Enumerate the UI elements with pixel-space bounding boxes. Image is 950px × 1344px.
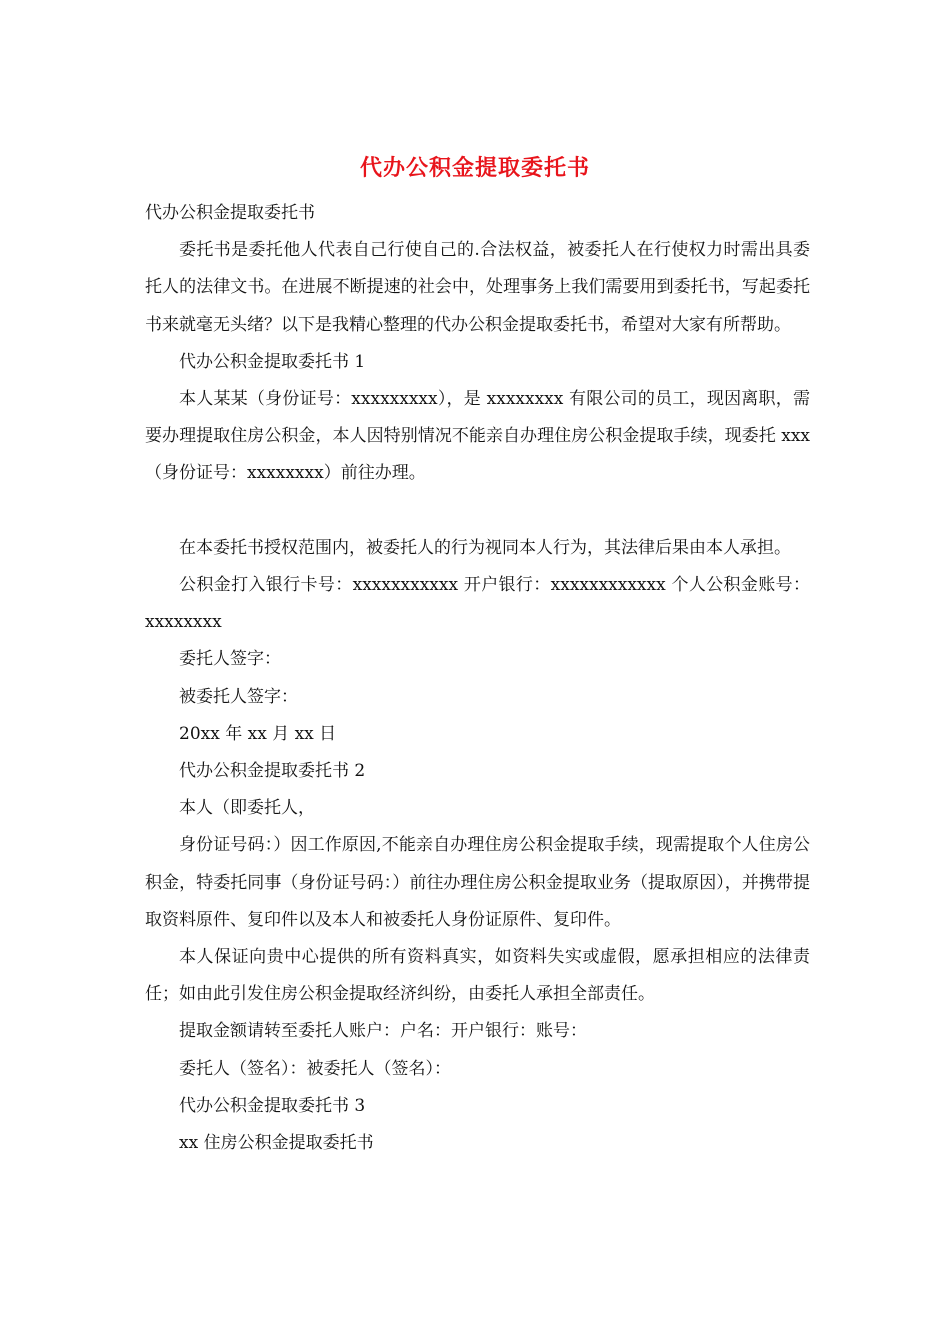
blank-line [145, 493, 810, 530]
section-heading-3: 代办公积金提取委托书 3 [179, 1095, 366, 1116]
section-heading-2: 代办公积金提取委托书 2 [179, 761, 366, 782]
section1-date: 20xx 年 xx 月 xx 日 [179, 723, 337, 744]
section2-paragraph-guarantee: 本人保证向贵中心提供的所有资料真实，如资料失实或虚假，愿承担相应的法律责任；如由此引发住房公积金提取经济纠纷，由委托人承担全部责任。 [145, 947, 810, 1005]
subtitle-line: 代办公积金提取委托书 [145, 203, 315, 223]
section1-paragraph-scope: 在本委托书授权范围内，被委托人的行为视同本人行为，其法律后果由本人承担。 [179, 537, 791, 558]
section2-paragraph-principal: 本人（即委托人， [179, 798, 315, 819]
section1-principal-signature: 委托人签字： [179, 649, 281, 670]
document-title: 代办公积金提取委托书 [359, 155, 590, 181]
section1-paragraph-bank: 公积金打入银行卡号：xxxxxxxxxxx 开户银行：xxxxxxxxxxxx 个人公积金账号：xxxxxxxx [145, 575, 810, 633]
section3-title-line: xx 住房公积金提取委托书 [179, 1133, 374, 1154]
section2-paragraph-account: 提取金额请转至委托人账户：户名：开户银行：账号： [179, 1021, 587, 1042]
section1-paragraph-declaration: 本人某某（身份证号：xxxxxxxxx），是 xxxxxxxx 有限公司的员工，现因离职，需要办理提取住房公积金，本人因特别情况不能亲自办理住房公积金提取手续，现委托 xxx（身份证号：xxxxxxxx）前往办理。 [145, 389, 810, 484]
intro-paragraph: 委托书是委托他人代表自己行使自己的.合法权益，被委托人在行使权力时需出具委托人的法律文书。在进展不断提速的社会中，处理事务上我们需要用到委托书，写起委托书来就毫无头绪？以下是我精心整理的代办公积金提取委托书，希望对大家有所帮助。 [145, 240, 810, 335]
section2-signatures: 委托人（签名）：被委托人（签名）： [179, 1058, 451, 1079]
section1-agent-signature: 被委托人签字： [179, 686, 298, 707]
document-body [145, 195, 810, 1162]
section-heading-1: 代办公积金提取委托书 1 [179, 351, 366, 372]
section2-paragraph-reason: 身份证号码：）因工作原因,不能亲自办理住房公积金提取手续，现需提取个人住房公积金，特委托同事（身份证号码：）前往办理住房公积金提取业务（提取原因），并携带提取资料原件、复印件以及本人和被委托人身份证原件、复印件。 [145, 835, 810, 930]
